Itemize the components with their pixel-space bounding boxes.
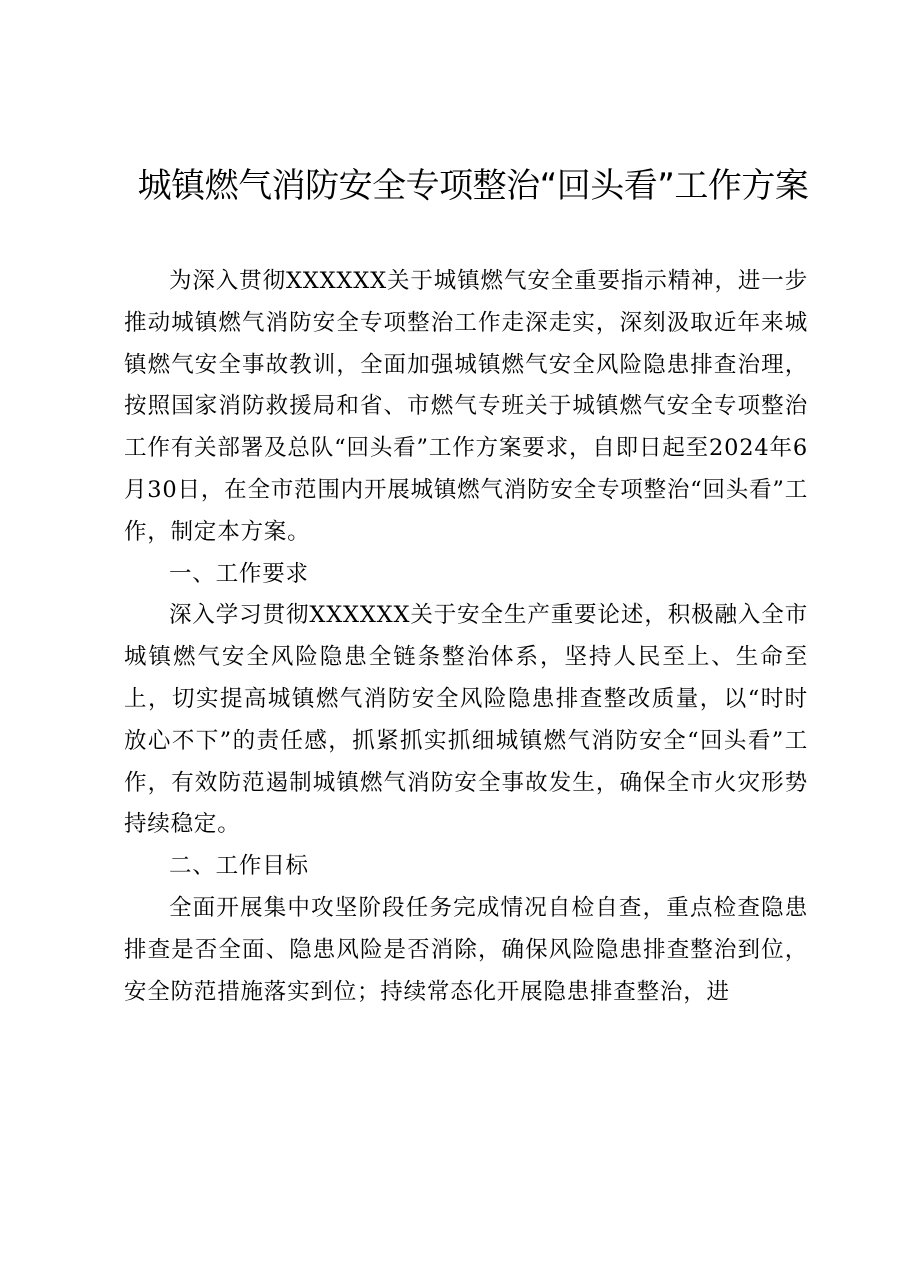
section-paragraph-requirements: 深入学习贯彻XXXXXX关于安全生产重要论述，积极融入全市城镇燃气安全风险隐患全链条整治体系，坚持人民至上、生命至上，切实提高城镇燃气消防安全风险隐患排查整改质量，以“时时放心不下”的责任感，抓紧抓实抓细城镇燃气消防安全“回头看”工作，有效防范遏制城镇燃气消防安全事故发生，确保全市火灾形势持续稳定。: [124, 602, 808, 838]
document-title: 城镇燃气消防安全专项整治“回头看”工作方案: [137, 166, 809, 206]
section-heading-goals: 二、工作目标: [169, 853, 309, 880]
section-heading-requirements: 一、工作要求: [169, 560, 309, 587]
intro-paragraph: 为深入贯彻XXXXXX关于城镇燃气安全重要指示精神，进一步推动城镇燃气消防安全专项整治工作走深走实，深刻汲取近年来城镇燃气安全事故教训，全面加强城镇燃气安全风险隐患排查治理，按照国家消防救援局和省、市燃气专班关于城镇燃气安全专项整治工作有关部署及总队“回头看”工作方案要求，自即日起至2024年6月30日，在全市范围内开展城镇燃气消防安全专项整治“回头看”工作，制定本方案。: [124, 268, 808, 545]
document-body: [124, 261, 808, 1013]
section-paragraph-goals: 全面开展集中攻坚阶段任务完成情况自检自查，重点检查隐患排查是否全面、隐患风险是否消除，确保风险隐患排查整治到位，安全防范措施落实到位；持续常态化开展隐患排查整治，进: [124, 894, 808, 1005]
